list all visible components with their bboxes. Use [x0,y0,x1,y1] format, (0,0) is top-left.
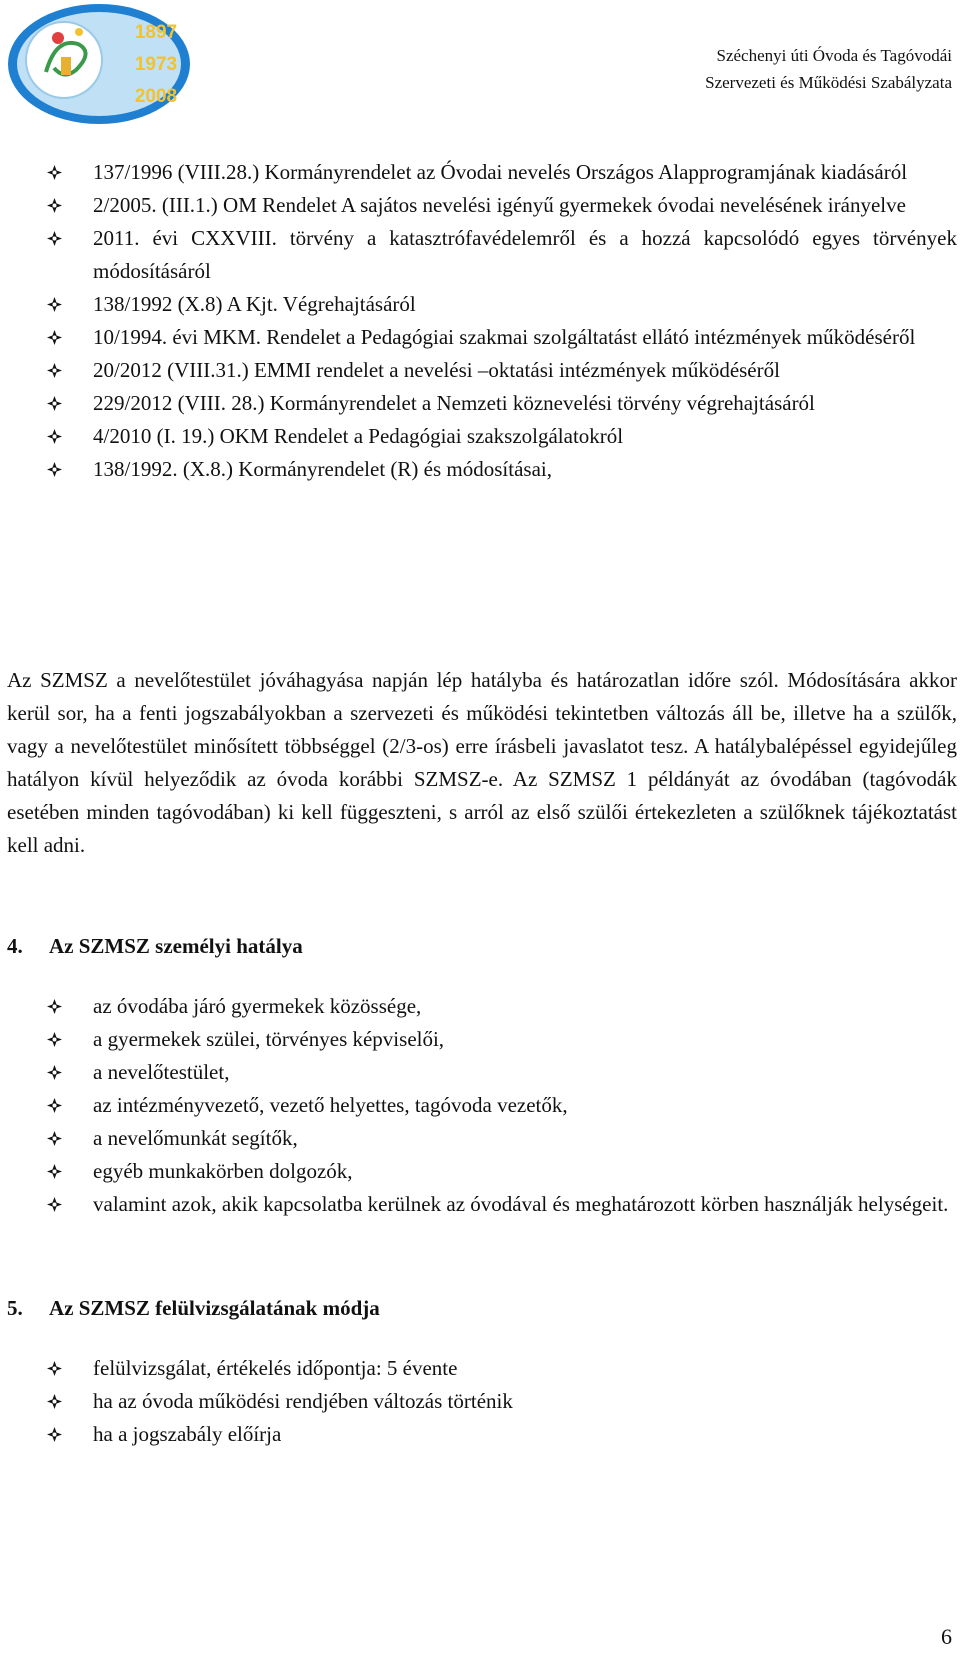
scope-text: egyéb munkakörben dolgozók, [93,1159,353,1183]
list-item [22,222,957,288]
diamond-bullet-icon [46,1097,63,1114]
diamond-bullet-icon [46,1360,63,1377]
diamond-bullet-icon [46,362,63,379]
section-title: Az SZMSZ felülvizsgálatának módja [49,1296,380,1320]
logo-year-1: 1897 [134,22,178,43]
diamond-bullet-icon [46,428,63,445]
scope-text: a nevelőtestület, [93,1060,230,1084]
header-document-title: Szervezeti és Működési Szabályzata [705,73,952,92]
logo-year-2: 1973 [134,54,178,75]
diamond-bullet-icon [46,164,63,181]
review-text: ha az óvoda működési rendjében változás történik [93,1389,513,1413]
diamond-bullet-icon [46,998,63,1015]
section-number: 4. [7,934,23,958]
list-item [22,1418,957,1451]
list-item [22,189,957,222]
list-item [22,1023,957,1056]
regulation-text: 2011. évi CXXVIII. törvény a katasztrófavédelemről és a hozzá kapcsolódó egyes törvények módosításáról [93,226,957,283]
diamond-bullet-icon [46,1064,63,1081]
scope-text: az intézményvezető, vezető helyettes, tagóvoda vezetők, [93,1093,568,1117]
section-4-heading [7,930,303,963]
regulation-text: 4/2010 (I. 19.) OKM Rendelet a Pedagógiai szakszolgálatokról [93,424,624,448]
list-item [22,1155,957,1188]
list-item [22,321,957,354]
scope-text: a nevelőmunkát segítők, [93,1126,298,1150]
review-method-list [22,1352,957,1451]
regulation-text: 138/1992 (X.8) A Kjt. Végrehajtásáról [93,292,416,316]
diamond-bullet-icon [46,1163,63,1180]
diamond-bullet-icon [46,230,63,247]
list-item [22,1352,957,1385]
regulation-text: 138/1992. (X.8.) Kormányrendelet (R) és módosításai, [93,457,552,481]
review-text: felülvizsgálat, értékelés időpontja: 5 évente [93,1356,458,1380]
regulation-text: 229/2012 (VIII. 28.) Kormányrendelet a Nemzeti köznevelési törvény végrehajtásáról [93,391,815,415]
list-item [22,1385,957,1418]
section-5-heading [7,1292,380,1325]
personal-scope-list [22,990,957,1221]
diamond-bullet-icon [46,1031,63,1048]
diamond-bullet-icon [46,296,63,313]
list-item [22,387,957,420]
validity-paragraph: Az SZMSZ a nevelőtestület jóváhagyása napján lép hatályba és határozatlan időre szól. Módosítására akkor kerül sor, ha a fenti jogszabályokban a szervezeti és működési tekintetben változás áll be, illetve ha a szülők, vagy a nevelőtestület minősített többséggel (2/3-os) erre írásbeli javaslatot tesz. A hatálybalépéssel egyidejűleg hatályon kívül helyeződik az óvoda korábbi SZMSZ-e. Az SZMSZ 1 példányát az óvodában (tagóvodák esetében minden tagóvodában) ki kell függeszteni, s arról az első szülői értekezleten a szülőknek tájékoztatást kell adni. [7,668,957,857]
diamond-bullet-icon [46,1393,63,1410]
review-text: ha a jogszabály előírja [93,1422,282,1446]
section-title: Az SZMSZ személyi hatálya [49,934,303,958]
regulation-text: 20/2012 (VIII.31.) EMMI rendelet a nevelési –oktatási intézmények működéséről [93,358,780,382]
header-institution: Széchenyi úti Óvoda és Tagóvodái [716,46,952,65]
regulation-text: 10/1994. évi MKM. Rendelet a Pedagógiai szakmai szolgáltatást ellátó intézmények működéséről [93,325,916,349]
scope-text: valamint azok, akik kapcsolatba kerülnek az óvodával és meghatározott körben használják helységeit. [93,1192,949,1216]
list-item [22,1122,957,1155]
regulations-list [22,156,957,486]
diamond-bullet-icon [46,197,63,214]
section-number: 5. [7,1296,23,1320]
logo-year-3: 2008 [134,86,178,107]
scope-text: a gyermekek szülei, törvényes képviselői, [93,1027,445,1051]
list-item [22,990,957,1023]
diamond-bullet-icon [46,1426,63,1443]
regulation-text: 137/1996 (VIII.28.) Kormányrendelet az Óvodai nevelés Országos Alapprogramjának kiadásáról [93,160,908,184]
diamond-bullet-icon [46,461,63,478]
list-item [22,420,957,453]
list-item [22,1056,957,1089]
document-header [705,42,952,96]
list-item [22,1089,957,1122]
list-item [22,354,957,387]
list-item [22,453,957,486]
diamond-bullet-icon [46,395,63,412]
kindergarten-logo [6,2,192,126]
diamond-bullet-icon [46,1130,63,1147]
page-number: 6 [941,1624,952,1649]
scope-text: az óvodába járó gyermekek közössége, [93,994,422,1018]
diamond-bullet-icon [46,1196,63,1213]
list-item [22,156,957,189]
diamond-bullet-icon [46,329,63,346]
regulation-text: 2/2005. (III.1.) OM Rendelet A sajátos nevelési igényű gyermekek óvodai nevelésének irányelve [93,193,906,217]
list-item [22,288,957,321]
list-item [22,1188,957,1221]
